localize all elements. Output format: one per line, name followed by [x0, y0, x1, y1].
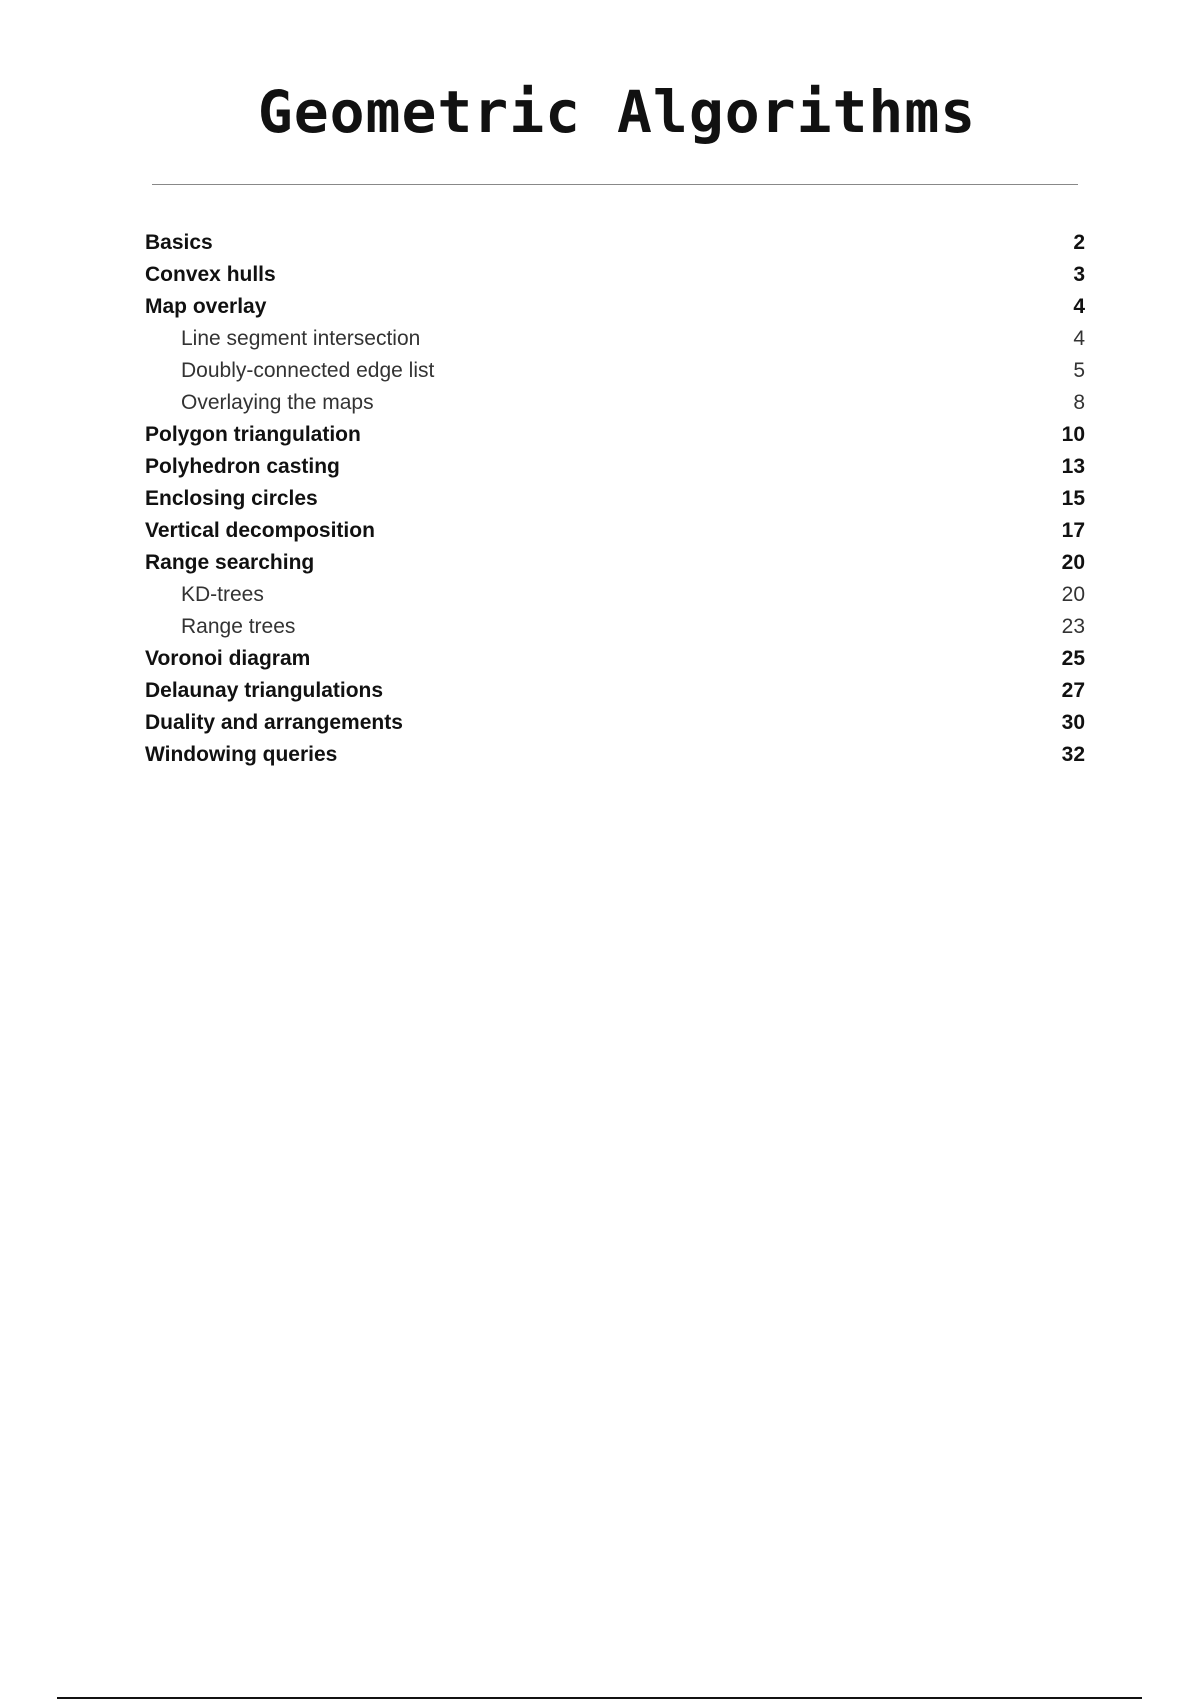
toc-entry-label: Line segment intersection	[181, 327, 421, 350]
toc-entry-label: Polygon triangulation	[145, 423, 361, 446]
toc-entry-label: Delaunay triangulations	[145, 679, 384, 702]
toc-entry[interactable]	[145, 227, 1085, 259]
toc-entry-label: Windowing queries	[145, 743, 338, 766]
toc-entry[interactable]	[145, 419, 1085, 451]
toc-subentry[interactable]	[145, 355, 1085, 387]
toc-entry-label: Convex hulls	[145, 263, 276, 286]
toc-entry[interactable]	[145, 483, 1085, 515]
toc-entry-label: Map overlay	[145, 295, 267, 318]
toc-page-number: 17	[1061, 519, 1085, 542]
toc-entry[interactable]	[145, 707, 1085, 739]
toc-entry[interactable]	[145, 451, 1085, 483]
toc-page-number: 13	[1061, 455, 1085, 478]
toc-page-number: 8	[1073, 391, 1085, 414]
toc-subentry[interactable]	[145, 387, 1085, 419]
toc-subentry[interactable]	[145, 611, 1085, 643]
toc-entry-label: Basics	[145, 231, 213, 254]
toc-entry-label: Vertical decomposition	[145, 519, 375, 542]
toc-page-number: 4	[1073, 295, 1085, 318]
toc-entry-label: Doubly-connected edge list	[181, 359, 435, 382]
page-title: Geometric Algorithms	[257, 78, 977, 146]
toc-page-number: 32	[1061, 743, 1085, 766]
toc-entry[interactable]	[145, 739, 1085, 771]
toc-subentry[interactable]	[145, 323, 1085, 355]
toc-page-number: 5	[1073, 359, 1085, 382]
toc-entry-label: Polyhedron casting	[145, 455, 340, 478]
toc-entry[interactable]	[145, 547, 1085, 579]
toc-entry-label: Voronoi diagram	[145, 647, 311, 670]
toc-page-number: 2	[1073, 231, 1085, 254]
toc-page-number: 23	[1061, 615, 1085, 638]
toc-page-number: 25	[1061, 647, 1085, 670]
toc-page-number: 4	[1073, 327, 1085, 350]
toc-entry[interactable]	[145, 643, 1085, 675]
toc-page-number: 3	[1073, 263, 1085, 286]
toc-subentry[interactable]	[145, 579, 1085, 611]
toc-entry-label: Overlaying the maps	[181, 391, 374, 414]
toc-entry-label: Enclosing circles	[145, 487, 318, 510]
footer-divider	[57, 1697, 1142, 1699]
toc-page-number: 15	[1061, 487, 1085, 510]
title-divider	[152, 184, 1078, 185]
toc-entry-label: Range searching	[145, 551, 315, 574]
toc-entry[interactable]	[145, 675, 1085, 707]
toc-entry[interactable]	[145, 259, 1085, 291]
toc-page-number: 27	[1061, 679, 1085, 702]
toc-entry-label: KD-trees	[181, 583, 264, 606]
toc-page-number: 20	[1061, 583, 1085, 606]
toc-page-number: 30	[1061, 711, 1085, 734]
toc-entry-label: Duality and arrangements	[145, 711, 403, 734]
toc-entry-label: Range trees	[181, 615, 296, 638]
toc-page-number: 10	[1061, 423, 1085, 446]
toc-page-number: 20	[1061, 551, 1085, 574]
toc-entry[interactable]	[145, 291, 1085, 323]
toc-entry[interactable]	[145, 515, 1085, 547]
table-of-contents	[145, 227, 1085, 771]
